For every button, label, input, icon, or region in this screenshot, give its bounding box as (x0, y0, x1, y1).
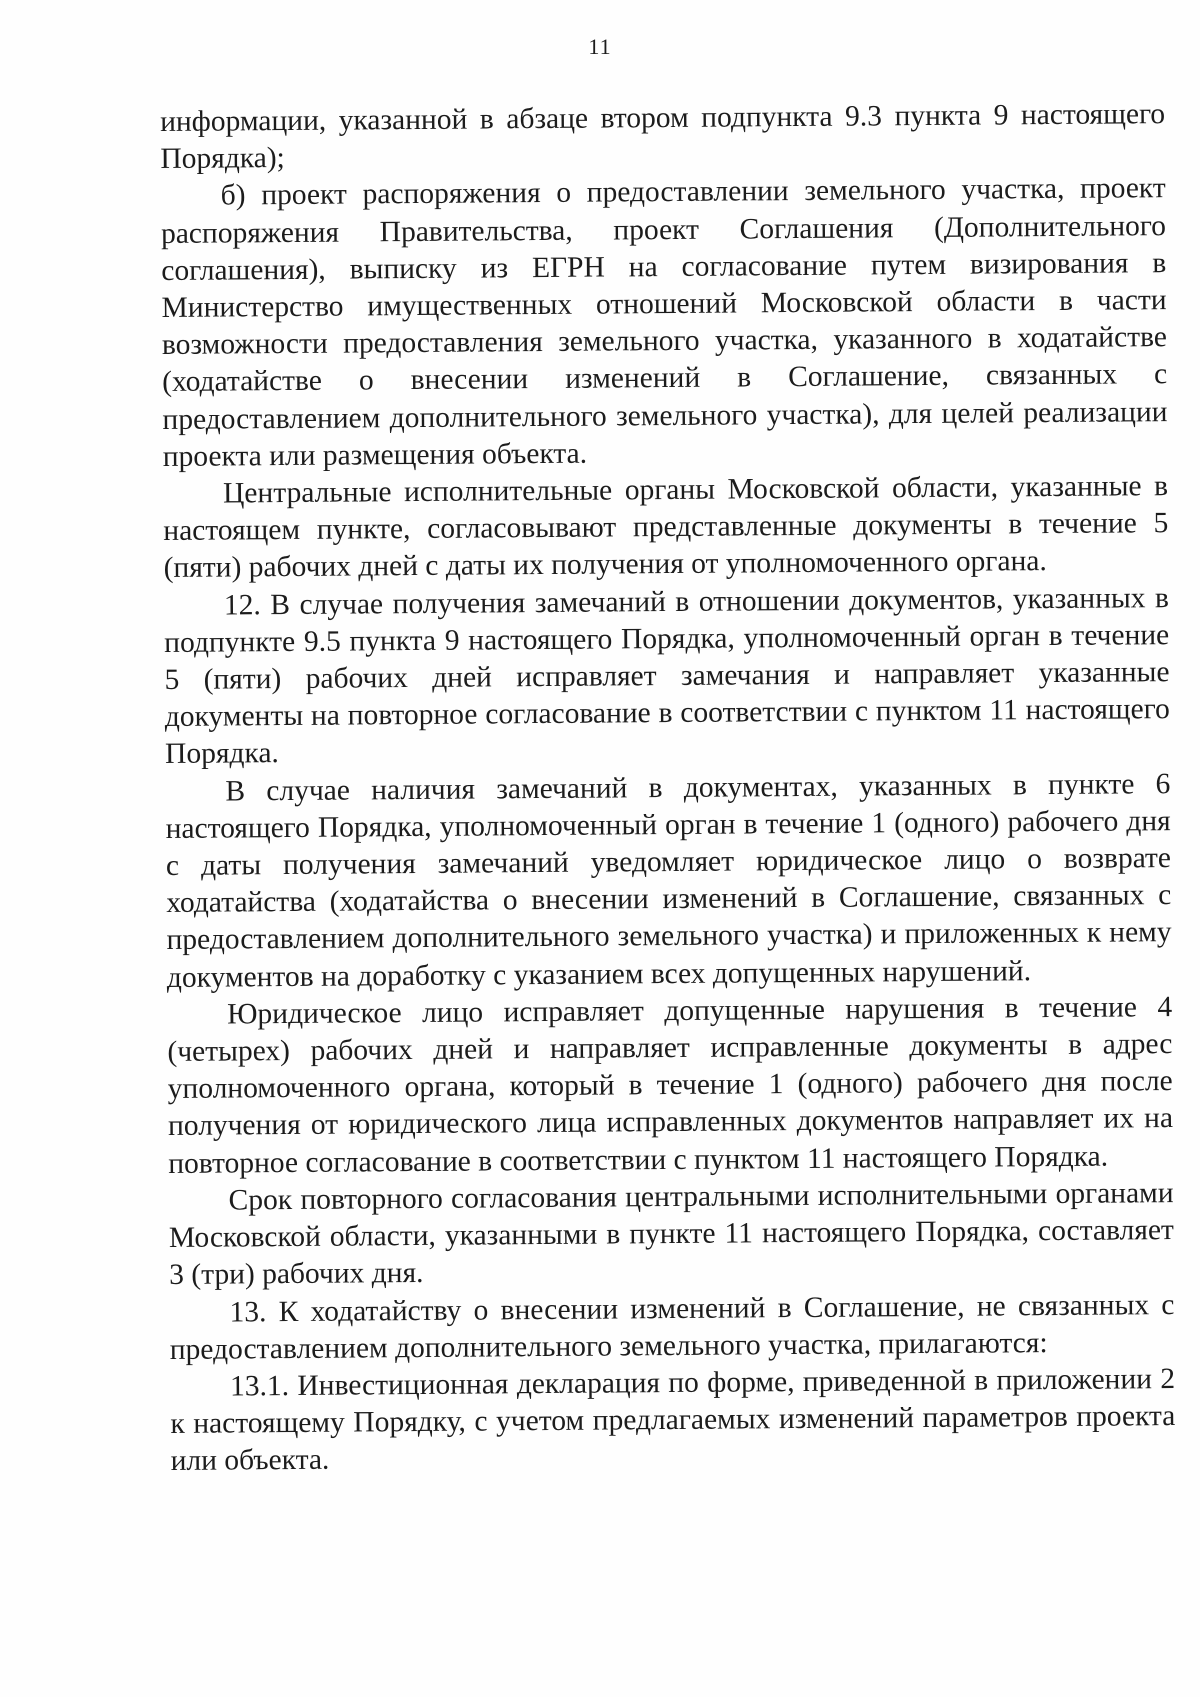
paragraph-approval-term: Центральные исполнительные органы Московской области, указанные в настоящем пункте, согласовывают представленные документы в течение 5 (пяти) рабочих дней с даты их получения от уполномоченного органа. (163, 470, 1169, 585)
paragraph-remarks-return: В случае наличия замечаний в документах, указанных в пункте 6 настоящего Порядка, уполномоченный орган в течение 1 (одного) рабочего дня с даты получения замечаний уведомляет юридическое лицо о возврате ходатайства (ходатайства о внесении изменений в Соглашение, связанных с предоставлением дополнительного земельного участка) и приложенных к нему документов на доработку с указанием всех допущенных нарушений. (165, 767, 1172, 994)
paragraph-legal-entity-corrections: Юридическое лицо исправляет допущенные нарушения в течение 4 (четырех) рабочих дней и направляет исправленные документы в адрес уполномоченного органа, который в течение 1 (одного) рабочего дня после получения от юридического лица исправленных документов направляет их на повторное согласование в соответствии с пунктом 11 настоящего Порядка. (167, 990, 1174, 1180)
paragraph-item-13-1: 13.1. Инвестиционная декларация по форме, приведенной в приложении 2 к настоящему Порядку, с учетом предлагаемых изменений параметров проекта или объекта. (170, 1362, 1176, 1478)
paragraph-continuation: информации, указанной в абзаце втором подпункта 9.3 пункта 9 настоящего Порядка); (160, 98, 1166, 176)
paragraph-item-13: 13. К ходатайству о внесении изменений в Соглашение, не связанных с предоставлением дополнительного земельного участка, прилагаются: (169, 1288, 1175, 1366)
paragraph-item-12: 12. В случае получения замечаний в отношении документов, указанных в подпункте 9.5 пункта 9 настоящего Порядка, уполномоченный орган в течение 5 (пяти) рабочих дней исправляет замечания и направляет указанные документы на повторное согласование в соответствии с пунктом 11 настоящего Порядка. (164, 581, 1170, 771)
page-number: 11 (588, 34, 612, 59)
document-body (160, 96, 1176, 1480)
paragraph-subitem-b: б) проект распоряжения о предоставлении земельного участка, проект распоряжения Правительства, проект Соглашения (Дополнительного соглашения), выписку из ЕГРН на согласование путем визирования в Министерство имущественных отношений Московской области в части возможности предоставления земельного участка, указанного в ходатайстве (ходатайстве о внесении изменений в Соглашение, связанных с предоставлением дополнительного земельного участка), для целей реализации проекта или размещения объекта. (160, 172, 1168, 473)
paragraph-reapproval-term: Срок повторного согласования центральными исполнительными органами Московской области, указанными в пункте 11 настоящего Порядка, составляет 3 (три) рабочих дня. (168, 1176, 1175, 1292)
